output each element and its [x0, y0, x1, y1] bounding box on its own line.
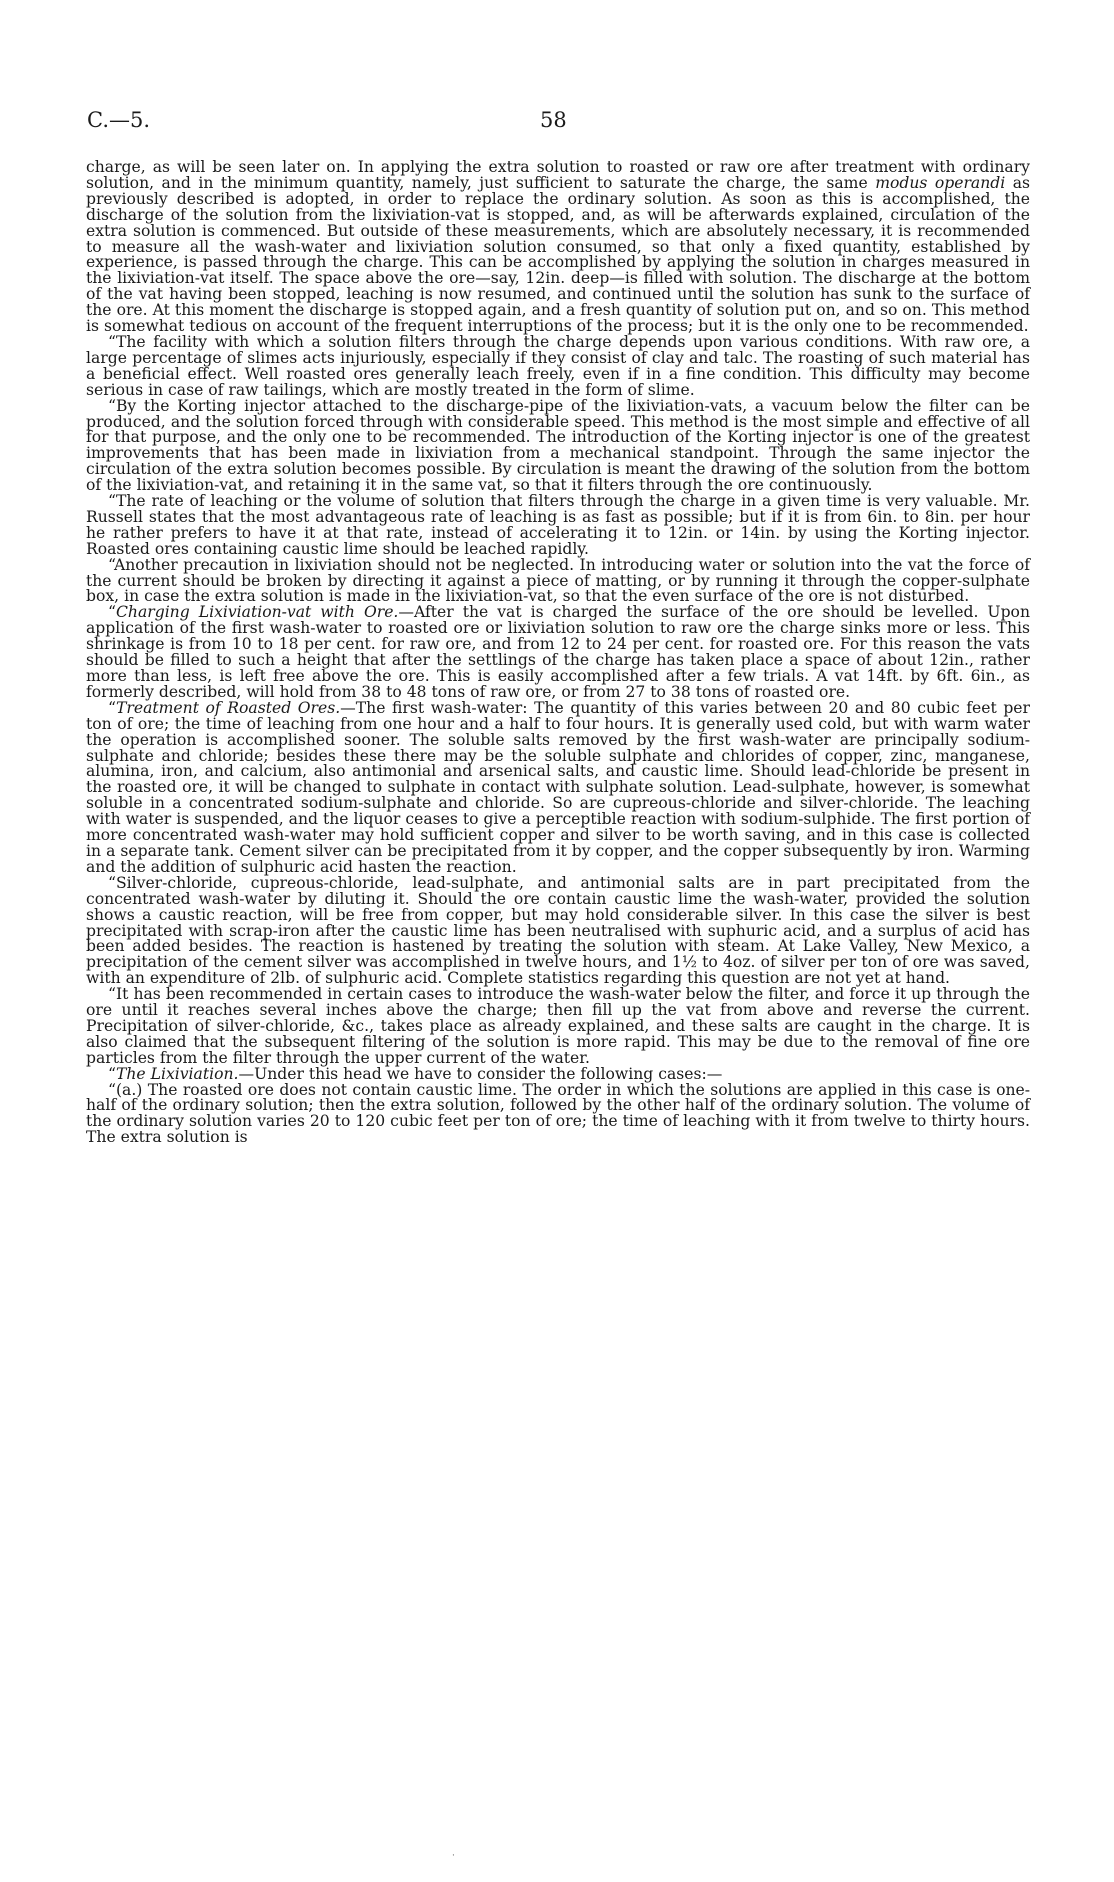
paragraph	[86, 396, 1030, 495]
paragraph-text: “	[108, 698, 116, 717]
paragraph-text: “The rate of leaching or the volume of solution that filters through the charge in a given time is very valuable. Mr. Russell states that the most advantageous rate of leaching is as fast as possible; but if it is from 6in. to 8in. per hour he rather prefers to have it at that rate, instead of accelerating it to 12in. or 14in. by using the Korting injector. Roasted ores containing caustic lime should be leached rapidly.	[86, 492, 1030, 558]
paragraph	[86, 987, 1030, 1067]
paragraph	[86, 1080, 1030, 1147]
paragraph	[86, 605, 1030, 700]
paragraph	[86, 332, 1030, 399]
paragraph-text: “	[108, 1064, 116, 1083]
paragraph-text: —Under this head we have to consider the following cases:—	[238, 1064, 723, 1083]
paragraph-text: —After the vat is charged the surface of the ore should be levelled. Upon application of the first wash-water to roasted ore or lixiviation solution to raw ore the charge sinks more or less. This shrinkage is from 10 to 18 per cent. for raw ore, and from 12 to 24 per cent. for roasted ore. For this reason the vats should be filled to such a height that after the settlings of the charge has taken place a space of about 12in., rather more than less, is left free above the ore. This is easily accomplished after a few trials. A vat 14ft. by 6ft. 6in., as formerly described, will hold from 38 to 48 tons of raw ore, or from 27 to 38 tons of roasted ore.	[86, 603, 1030, 701]
print-mark: ·	[452, 1851, 455, 1861]
paragraph-text: “Another precaution in lixiviation should not be neglected. In introducing water or solution into the vat the force of the current should be broken by directing it against a piece of matting, or by running it through the copper-sulphate box, in case the extra solution is made in the lixiviation-vat, so that the even surface of the ore is not disturbed.	[86, 555, 1030, 606]
italic-heading: The Lixiviation.	[115, 1064, 239, 1083]
paragraph-text: as previously described is adopted, in order to replace the ordinary solution. As soon as this is accomplished, the discharge of the solution from the lixiviation-vat is stopped, and, as will be afterwards explained, circulation of the extra solution is commenced. But outside of these measurements, which are absolutely necessary, it is recommended to measure all the wash-water and lixiviation solution consumed, so that only a fixed quantity, established by experience, is passed through the charge. This can be accomplished by applying the solution in charges measured in the lixiviation-vat itself. The space above the ore—say, 12in. deep—is filled with solution. The discharge at the bottom of the vat having been stopped, leaching is now resumed, and continued until the solution has sunk to the surface of the ore. At this moment the discharge is stopped again, and a fresh quantity of solution put on, and so on. This method is somewhat tedious on account of the frequent interruptions of the process; but it is the only one to be recommended.	[86, 173, 1031, 336]
paragraph	[86, 698, 1030, 876]
body-text	[86, 160, 1030, 1146]
paragraph-text: “	[108, 603, 116, 622]
paragraph-text: “The facility with which a solution filters through the charge depends upon various conditions. With raw ore, a large percentage of slimes acts injuriously, especially if they consist of clay and talc. The roasting of such material has a beneficial effect. Well roasted ores generally leach freely, even if in a fine condition. This difficulty may become serious in case of raw tailings, which are mostly treated in the form of slime.	[86, 332, 1030, 399]
paragraph	[86, 873, 1030, 988]
paragraph	[86, 160, 1030, 335]
italic-heading: Treatment of Roasted Ores.	[115, 698, 341, 717]
paragraph	[86, 494, 1030, 558]
document-reference: C.—5.	[87, 108, 151, 132]
paragraph	[86, 555, 1030, 606]
italic-heading: Charging Lixiviation-vat with Ore.	[115, 603, 399, 622]
paragraph-text: “It has been recommended in certain cases to introduce the wash-water below the filter, and force it up through the ore until it reaches several inches above the charge; then fill up the vat from above and reverse the current. Precipitation of silver-chloride, &c., takes place as already explained, and these salts are caught in the charge. It is also claimed that the subsequent filtering of the solution is more rapid. This may be due to the removal of fine ore particles from the filter through the upper current of the water.	[86, 985, 1030, 1067]
paragraph-text: —The first wash-water: The quantity of this varies between 20 and 80 cubic feet per ton of ore; the time of leaching from one hour and a half to four hours. It is generally used cold, but with warm water the operation is accomplished sooner. The soluble salts removed by the first wash-water are principally sodium-sulphate and chloride; besides these there may be the soluble sulphate and chlorides of copper, zinc, manganese, alumina, iron, and calcium, also antimonial and arsenical salts, and caustic lime. Should lead-chloride be present in the roasted ore, it will be changed to sulphate in contact with sulphate solution. Lead-sulphate, however, is somewhat soluble in a concentrated sodium-sulphate and chloride. So are cupreous-chloride and silver-chloride. The leaching with water is suspended, and the liquor ceases to give a perceptible reaction with sodium-sulphide. The first portion of more concentrated wash-water may hold sufficient copper and silver to be worth saving, and in this case is collected in a separate tank. Cement silver can be precipitated from it by copper, and the copper subsequently by iron. Warming and the addition of sulphuric acid hasten the reaction.	[86, 698, 1030, 876]
paragraph-text: charge, as will be seen later on. In applying the extra solution to roasted or raw ore after treatment with ordinary solution, and in the minimum quantity, namely, just sufficient to saturate the charge, the same	[86, 158, 1030, 192]
italic-heading: modus operandi	[875, 173, 1006, 192]
paragraph-text: “By the Korting injector attached to the discharge-pipe of the lixiviation-vats, a vacuum below the filter can be produced, and the solution forced through with considerable speed. This method is the most simple and effective of all for that purpose, and the only one to be recommended. The introduction of the Korting injector is one of the greatest improvements that has been made in lixiviation from a mechanical standpoint. Through the same injector the circulation of the extra solution becomes possible. By circulation is meant the drawing of the solution from the bottom of the lixiviation-vat, and retaining it in the same vat, so that it filters through the ore continuously.	[86, 396, 1030, 495]
paragraph-text: “(a.) The roasted ore does not contain caustic lime. The order in which the solutions are applied in this case is one-half of the ordinary solution; then the extra solution, followed by the other half of the ordinary solution. The volume of the ordinary solution varies 20 to 120 cubic feet per ton of ore; the time of leaching with it from twelve to thirty hours. The extra solution is	[86, 1080, 1030, 1147]
page-number: 58	[540, 108, 567, 132]
paragraph-text: “Silver-chloride, cupreous-chloride, lead-sulphate, and antimonial salts are in part precipitated from the concentrated wash-water by diluting it. Should the ore contain caustic lime the wash-water, provided the solution shows a caustic reaction, will be free from copper, but may hold considerable silver. In this case the silver is best precipitated with scrap-iron after the caustic lime has been neutralised with suphuric acid, and a surplus of acid has been added besides. The reaction is hastened by treating the solution with steam. At Lake Valley, New Mexico, a precipitation of the cement silver was accomplished in twelve hours, and 1½ to 4oz. of silver per ton of ore was saved, with an expenditure of 2lb. of sulphuric acid. Complete statistics regarding this question are not yet at hand.	[86, 873, 1030, 988]
